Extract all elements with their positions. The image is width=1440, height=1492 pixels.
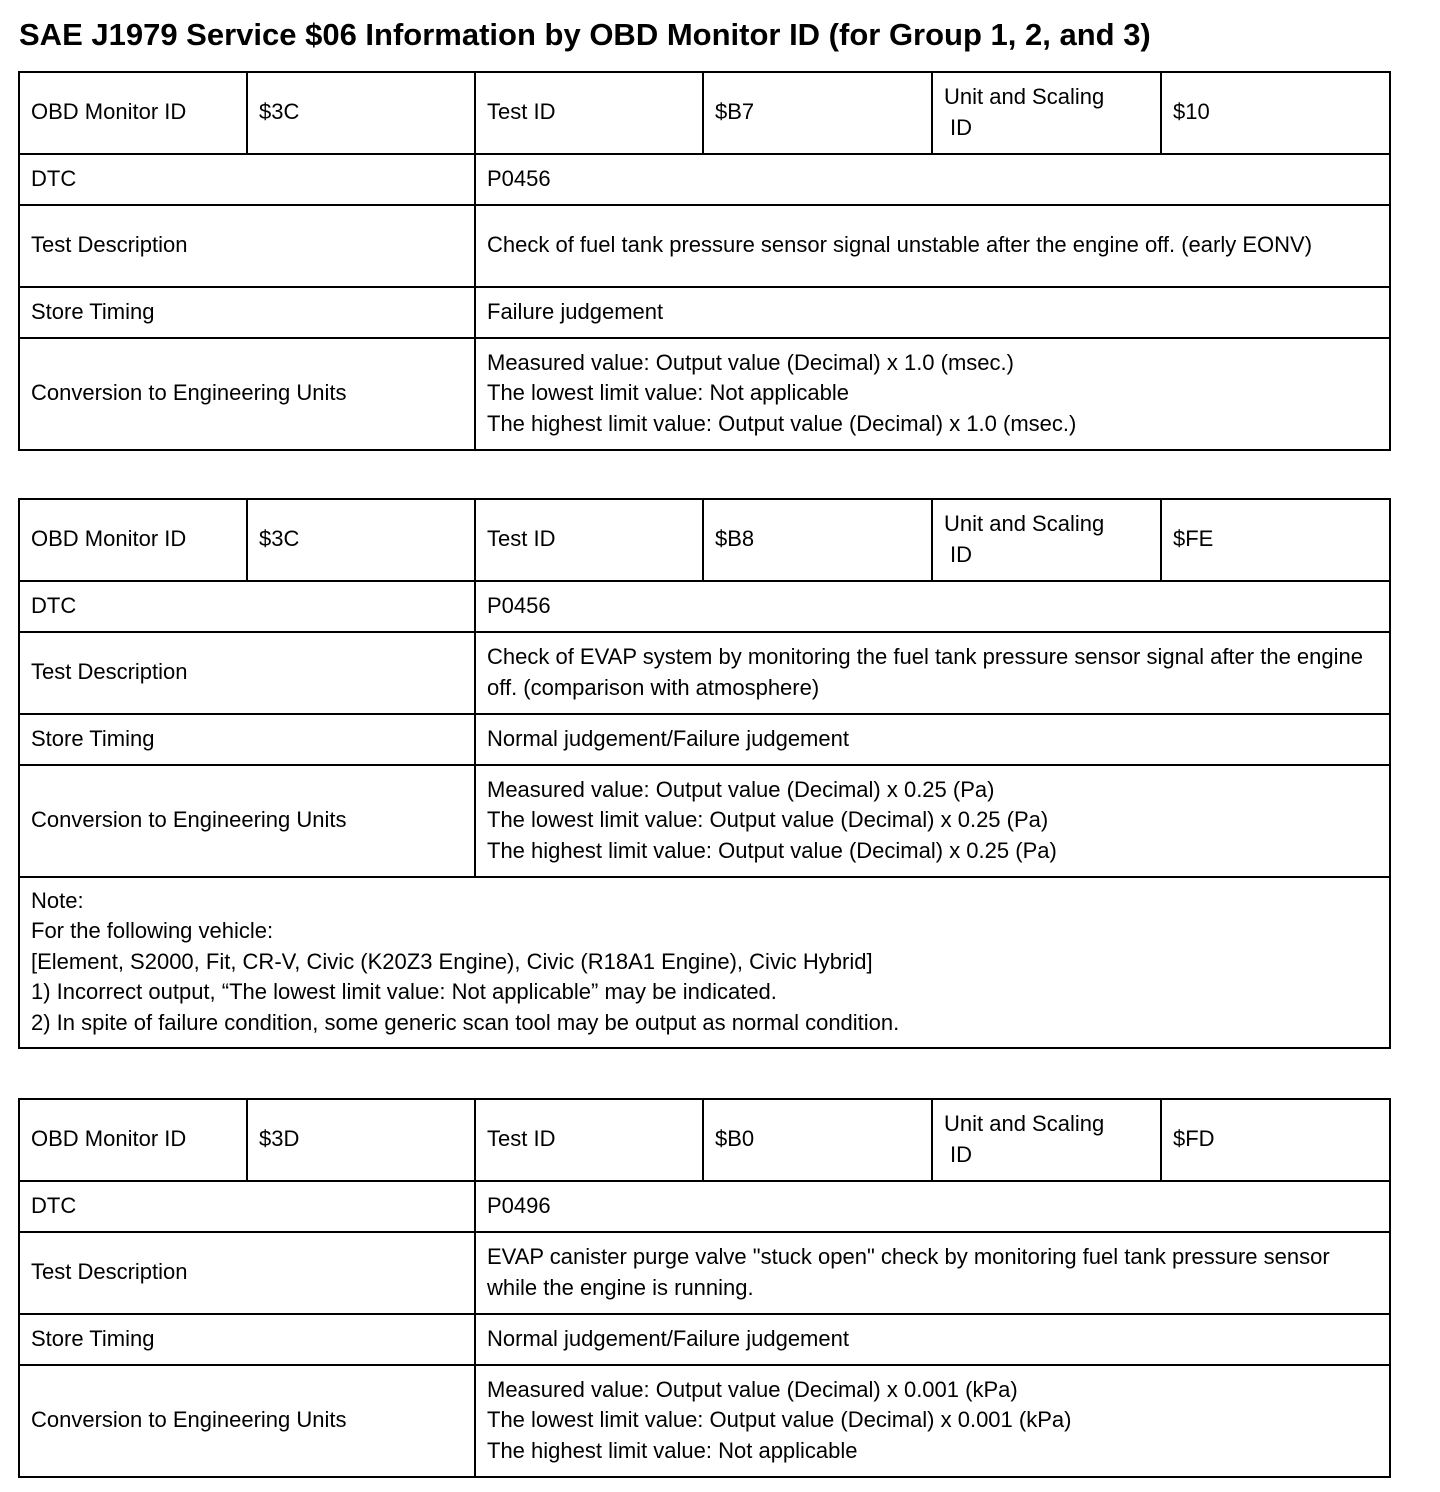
conversion-value bbox=[475, 338, 1390, 450]
test-description-value: Check of EVAP system by monitoring the fuel tank pressure sensor signal after the engine off. (comparison with atmosphere) bbox=[475, 632, 1390, 714]
conversion-line: The highest limit value: Output value (Decimal) x 1.0 (msec.) bbox=[487, 410, 1077, 436]
conversion-line: The highest limit value: Not applicable bbox=[487, 1437, 858, 1463]
unit-scaling-label-line1: Unit and Scaling bbox=[944, 84, 1105, 109]
test-description-row bbox=[19, 1232, 1390, 1314]
unit-scaling-id-label bbox=[932, 72, 1161, 154]
service-06-table bbox=[18, 498, 1391, 1049]
test-description-value: Check of fuel tank pressure sensor signal unstable after the engine off. (early EONV) bbox=[475, 205, 1390, 287]
store-timing-value: Normal judgement/Failure judgement bbox=[475, 1314, 1390, 1365]
conversion-line: Measured value: Output value (Decimal) x 1.0 (msec.) bbox=[487, 349, 1014, 375]
store-timing-label: Store Timing bbox=[19, 1314, 475, 1365]
dtc-row bbox=[19, 581, 1390, 632]
service-06-table bbox=[18, 71, 1391, 451]
obd-monitor-id-label: OBD Monitor ID bbox=[19, 1099, 247, 1181]
conversion-label: Conversion to Engineering Units bbox=[19, 1365, 475, 1477]
unit-scaling-label-line2: ID bbox=[950, 114, 972, 140]
store-timing-label: Store Timing bbox=[19, 287, 475, 338]
conversion-line: The lowest limit value: Not applicable bbox=[487, 380, 849, 406]
conversion-row bbox=[19, 1365, 1390, 1477]
store-timing-row bbox=[19, 287, 1390, 338]
store-timing-row bbox=[19, 1314, 1390, 1365]
page-title: SAE J1979 Service $06 Information by OBD Monitor ID (for Group 1, 2, and 3) bbox=[19, 17, 1151, 52]
obd-monitor-id-label: OBD Monitor ID bbox=[19, 499, 247, 581]
note-cell bbox=[19, 877, 1390, 1048]
note-line: 1) Incorrect output, “The lowest limit value: Not applicable” may be indicated. bbox=[31, 979, 777, 1005]
test-description-row bbox=[19, 632, 1390, 714]
conversion-line: The lowest limit value: Output value (Decimal) x 0.001 (kPa) bbox=[487, 1407, 1072, 1433]
test-id-value: $B0 bbox=[703, 1099, 932, 1181]
conversion-label: Conversion to Engineering Units bbox=[19, 765, 475, 877]
test-id-label: Test ID bbox=[475, 499, 703, 581]
unit-scaling-label-line2: ID bbox=[950, 541, 972, 567]
unit-scaling-label-line1: Unit and Scaling bbox=[944, 1111, 1105, 1136]
obd-monitor-id-value: $3C bbox=[247, 72, 475, 154]
test-id-label: Test ID bbox=[475, 1099, 703, 1181]
obd-monitor-id-label: OBD Monitor ID bbox=[19, 72, 247, 154]
store-timing-label: Store Timing bbox=[19, 714, 475, 765]
note-line: [Element, S2000, Fit, CR-V, Civic (K20Z3 Engine), Civic (R18A1 Engine), Civic Hybrid] bbox=[31, 948, 873, 974]
test-id-label: Test ID bbox=[475, 72, 703, 154]
note-row bbox=[19, 877, 1390, 1048]
obd-monitor-id-value: $3C bbox=[247, 499, 475, 581]
test-description-label: Test Description bbox=[19, 632, 475, 714]
store-timing-row bbox=[19, 714, 1390, 765]
table-header-row bbox=[19, 499, 1390, 581]
test-description-row bbox=[19, 205, 1390, 287]
conversion-line: The lowest limit value: Output value (Decimal) x 0.25 (Pa) bbox=[487, 807, 1049, 833]
dtc-value: P0496 bbox=[475, 1181, 1390, 1232]
conversion-row bbox=[19, 338, 1390, 450]
unit-scaling-id-label bbox=[932, 499, 1161, 581]
conversion-line: Measured value: Output value (Decimal) x 0.001 (kPa) bbox=[487, 1376, 1018, 1402]
unit-scaling-id-value: $FD bbox=[1161, 1099, 1390, 1181]
conversion-line: Measured value: Output value (Decimal) x 0.25 (Pa) bbox=[487, 776, 995, 802]
conversion-label: Conversion to Engineering Units bbox=[19, 338, 475, 450]
unit-scaling-id-label bbox=[932, 1099, 1161, 1181]
note-line: 2) In spite of failure condition, some generic scan tool may be output as normal condition. bbox=[31, 1009, 900, 1035]
unit-scaling-label-line1: Unit and Scaling bbox=[944, 511, 1105, 536]
test-id-value: $B7 bbox=[703, 72, 932, 154]
unit-scaling-label-line2: ID bbox=[950, 1141, 972, 1167]
conversion-line: The highest limit value: Output value (Decimal) x 0.25 (Pa) bbox=[487, 837, 1057, 863]
obd-monitor-id-value: $3D bbox=[247, 1099, 475, 1181]
test-description-label: Test Description bbox=[19, 205, 475, 287]
dtc-label: DTC bbox=[19, 581, 475, 632]
test-description-value: EVAP canister purge valve "stuck open" check by monitoring fuel tank pressure sensor while the engine is running. bbox=[475, 1232, 1390, 1314]
test-id-value: $B8 bbox=[703, 499, 932, 581]
test-description-label: Test Description bbox=[19, 1232, 475, 1314]
store-timing-value: Normal judgement/Failure judgement bbox=[475, 714, 1390, 765]
dtc-label: DTC bbox=[19, 1181, 475, 1232]
note-line: Note: bbox=[31, 887, 84, 913]
table-header-row bbox=[19, 72, 1390, 154]
store-timing-value: Failure judgement bbox=[475, 287, 1390, 338]
dtc-row bbox=[19, 1181, 1390, 1232]
conversion-row bbox=[19, 765, 1390, 877]
unit-scaling-id-value: $FE bbox=[1161, 499, 1390, 581]
dtc-value: P0456 bbox=[475, 154, 1390, 205]
dtc-label: DTC bbox=[19, 154, 475, 205]
conversion-value bbox=[475, 1365, 1390, 1477]
unit-scaling-id-value: $10 bbox=[1161, 72, 1390, 154]
table-header-row bbox=[19, 1099, 1390, 1181]
note-line: For the following vehicle: bbox=[31, 918, 274, 944]
dtc-row bbox=[19, 154, 1390, 205]
dtc-value: P0456 bbox=[475, 581, 1390, 632]
conversion-value bbox=[475, 765, 1390, 877]
service-06-table bbox=[18, 1098, 1391, 1478]
